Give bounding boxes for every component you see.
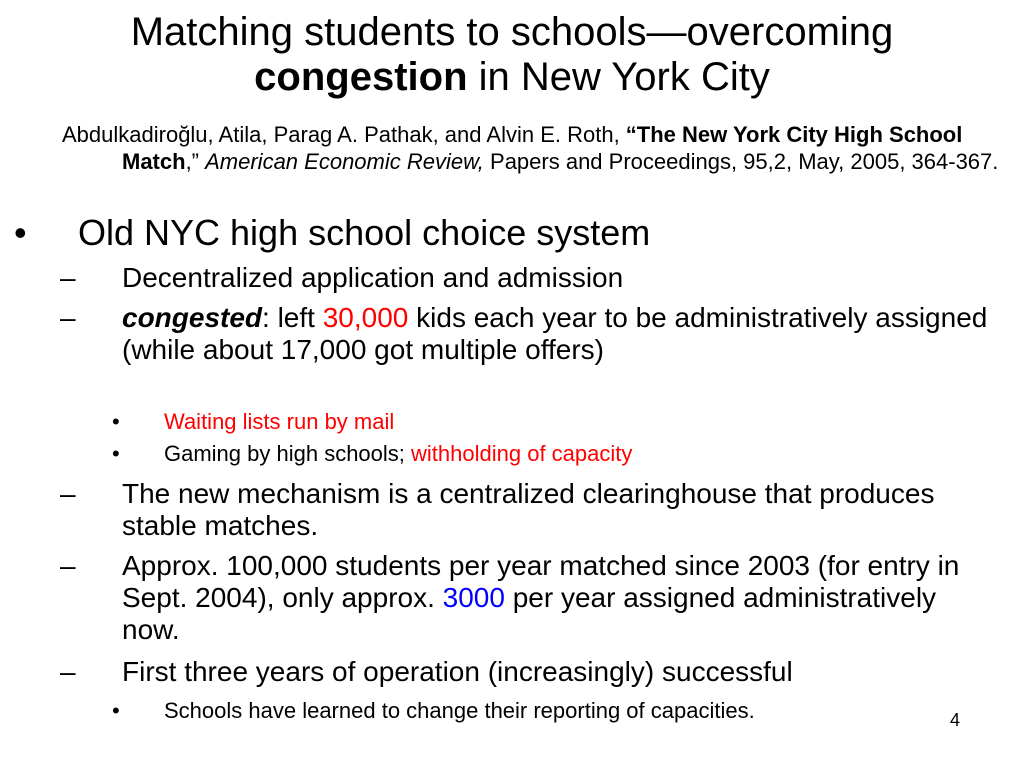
citation-journal: American Economic Review, xyxy=(205,149,484,174)
approx-pre: Approx. 100,000 students per year matched since 2003 (for entry in Sept. 2004), only approx. xyxy=(122,550,960,613)
title-line-2 xyxy=(60,55,964,100)
citation-quote: ,” xyxy=(185,149,206,174)
citation-article-title: “The New York City High School Match xyxy=(122,122,963,174)
approx-post: per year assigned administratively now. xyxy=(122,582,937,645)
citation-details: Papers and Proceedings, 95,2, May, 2005, 364-367. xyxy=(483,149,999,174)
bullet-marker: • xyxy=(112,441,120,466)
title-line-1: Matching students to schools—overcoming xyxy=(130,10,894,54)
congested-number: 30,000 xyxy=(322,302,409,333)
citation-authors: Abdulkadiroğlu, Atila, Parag A. Pathak, and Alvin E. Roth, xyxy=(62,122,626,147)
gaming-red: withholding of capacity xyxy=(411,441,633,466)
dash-text xyxy=(122,550,984,646)
citation xyxy=(62,121,1012,175)
dash-text: Decentralized application and admission xyxy=(122,262,624,293)
sub-bullet-text: Waiting lists run by mail xyxy=(164,409,395,434)
dash-text: The new mechanism is a centralized clearinghouse that produces stable matches. xyxy=(122,478,935,541)
sub-bullet-text xyxy=(164,440,1004,468)
dash-marker: – xyxy=(60,262,76,293)
bullet-marker: • xyxy=(112,409,120,434)
title-bold-word: congestion xyxy=(254,55,468,99)
dash-marker: – xyxy=(60,302,76,333)
dash-marker: – xyxy=(60,656,76,687)
slide-title xyxy=(60,10,964,100)
dash-text xyxy=(122,302,1010,366)
approx-number: 3000 xyxy=(442,582,505,613)
title-line-2-rest: in New York City xyxy=(467,55,770,99)
bullet-marker: • xyxy=(112,698,120,723)
bullet-marker: • xyxy=(14,212,27,253)
bullet-text: Old NYC high school choice system xyxy=(78,212,651,253)
congested-post: kids each year to be administratively assigned (while about 17,000 got multiple offers) xyxy=(122,302,988,365)
dash-text: First three years of operation (increasingly) successful xyxy=(122,656,793,687)
congested-pre: : left xyxy=(262,302,323,333)
dash-marker: – xyxy=(60,478,76,509)
congested-emphasis: congested xyxy=(122,302,263,333)
page-number: 4 xyxy=(950,710,961,730)
gaming-pre: Gaming by high schools; xyxy=(164,441,412,466)
sub-bullet-text: Schools have learned to change their reporting of capacities. xyxy=(164,698,755,723)
dash-marker: – xyxy=(60,550,76,581)
